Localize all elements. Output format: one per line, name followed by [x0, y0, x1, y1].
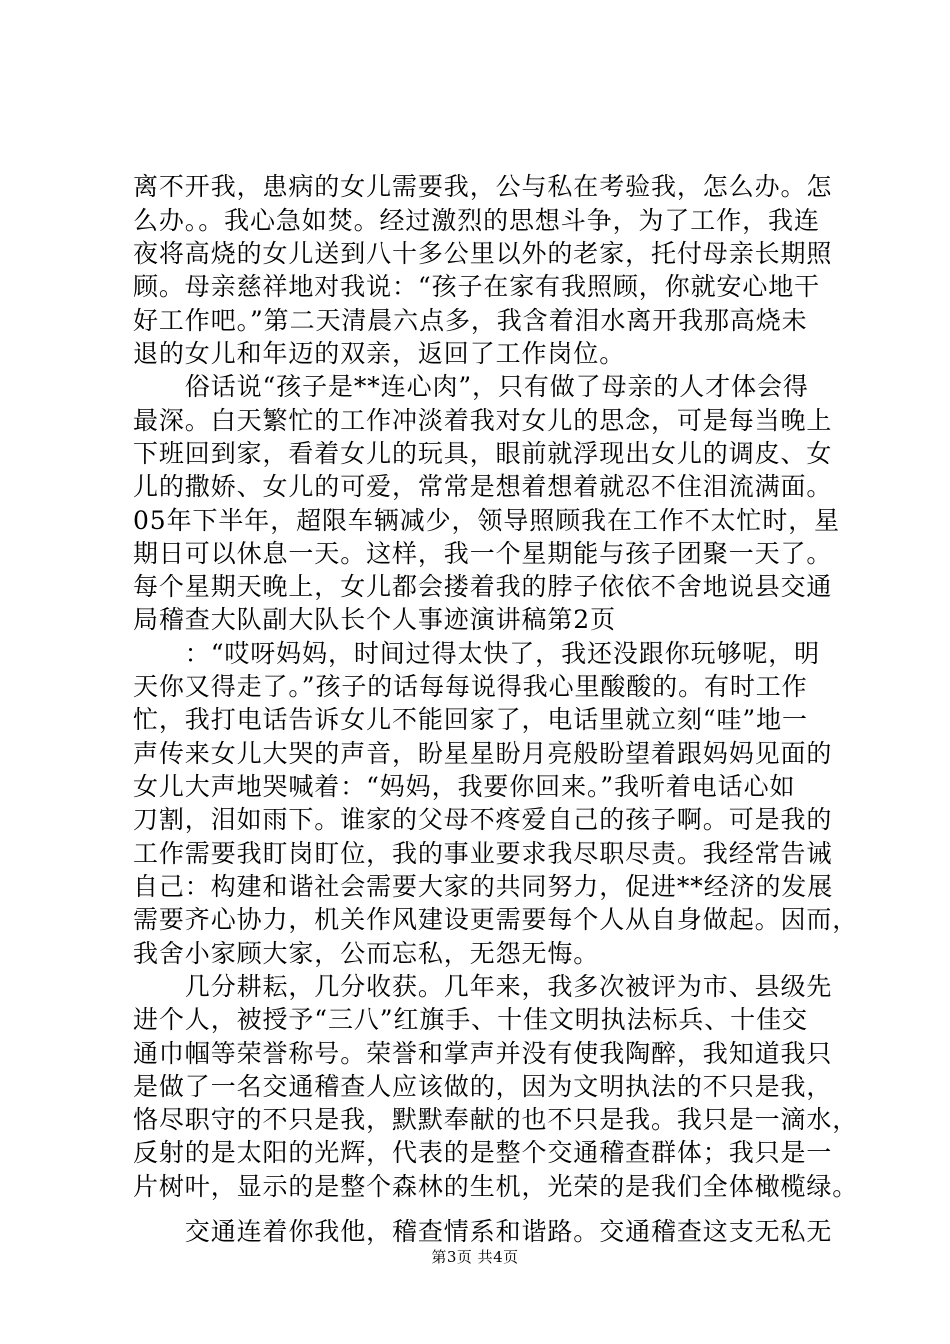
body-text-line: 顾。母亲慈祥地对我说：“孩子在家有我照顾，你就安心地干 — [133, 272, 821, 301]
body-text-line: 天你又得走了。”孩子的话每每说得我心里酸酸的。有时工作 — [133, 672, 808, 701]
body-text-line: 退的女儿和年迈的双亲，返回了工作岗位。 — [133, 339, 626, 368]
body-text-line: 是做了一名交通稽查人应该做的，因为文明执法的不只是我， — [133, 1072, 833, 1101]
body-text-line: 局稽查大队副大队长个人事迹演讲稿第2页 — [133, 605, 617, 634]
body-text-line: 几分耕耘，几分收获。几年来，我多次被评为市、县级先 — [133, 972, 833, 1001]
body-text-line: ：“哎呀妈妈，时间过得太快了，我还没跟你玩够呢，明 — [133, 639, 821, 668]
body-text-line: 我舍小家顾大家，公而忘私，无怨无悔。 — [133, 939, 600, 968]
body-text-line: 刀割，泪如雨下。谁家的父母不疼爱自己的孩子啊。可是我的 — [133, 805, 833, 834]
body-text-line: 忙，我打电话告诉女儿不能回家了，电话里就立刻“哇”地一 — [133, 705, 808, 734]
body-text-line: 片树叶，显示的是整个森林的生机，光荣的是我们全体橄榄绿。 — [133, 1172, 859, 1201]
body-text-line: 下班回到家，看着女儿的玩具，眼前就浮现出女儿的调皮、女 — [133, 439, 833, 468]
body-text-line: 工作需要我盯岗盯位，我的事业要求我尽职尽责。我经常告诫 — [133, 839, 833, 868]
body-text-line: 恪尽职守的不只是我，默默奉献的也不只是我。我只是一滴水， — [133, 1105, 859, 1134]
body-text-line: 每个星期天晚上，女儿都会搂着我的脖子依依不舍地说县交通 — [133, 572, 833, 601]
body-text-line: 通巾帼等荣誉称号。荣誉和掌声并没有使我陶醉，我知道我只 — [133, 1039, 833, 1068]
body-text-line: 交通连着你我他，稽查情系和谐路。交通稽查这支无私无 — [133, 1217, 833, 1246]
body-text-line: 进个人，被授予“三八”红旗手、十佳文明执法标兵、十佳交 — [133, 1005, 808, 1034]
body-text-line: 么办。。我心急如焚。经过激烈的思想斗争，为了工作，我连 — [133, 206, 820, 235]
page-footer: 第3页 共4页 — [431, 1248, 519, 1266]
body-text-line: 最深。白天繁忙的工作冲淡着我对女儿的思念，可是每当晚上 — [133, 406, 833, 435]
body-text-line: 离不开我，患病的女儿需要我，公与私在考验我，怎么办。怎 — [133, 172, 833, 201]
body-text-line: 期日可以休息一天。这样，我一个星期能与孩子团聚一天了。 — [133, 539, 833, 568]
body-text-line: 需要齐心协力，机关作风建设更需要每个人从自身做起。因而， — [133, 905, 859, 934]
body-text-line: 05年下半年，超限车辆减少，领导照顾我在工作不太忙时，星 — [133, 506, 841, 535]
body-text-line: 自己：构建和谐社会需要大家的共同努力，促进**经济的发展 — [133, 872, 834, 901]
body-text-line: 好工作吧。”第二天清晨六点多，我含着泪水离开我那高烧未 — [133, 306, 808, 335]
body-text-line: 儿的撒娇、女儿的可爱，常常是想着想着就忍不住泪流满面。 — [133, 472, 833, 501]
body-text-line: 反射的是太阳的光辉，代表的是整个交通稽查群体；我只是一 — [133, 1138, 833, 1167]
body-text-line: 女儿大声地哭喊着：“妈妈，我要你回来。”我听着电话心如 — [133, 772, 796, 801]
body-text-line: 夜将高烧的女儿送到八十多公里以外的老家，托付母亲长期照 — [133, 239, 833, 268]
body-text-line: 声传来女儿大哭的声音，盼星星盼月亮般盼望着跟妈妈见面的 — [133, 739, 833, 768]
body-text-line: 俗话说“孩子是**连心肉”，只有做了母亲的人才体会得 — [133, 372, 809, 401]
